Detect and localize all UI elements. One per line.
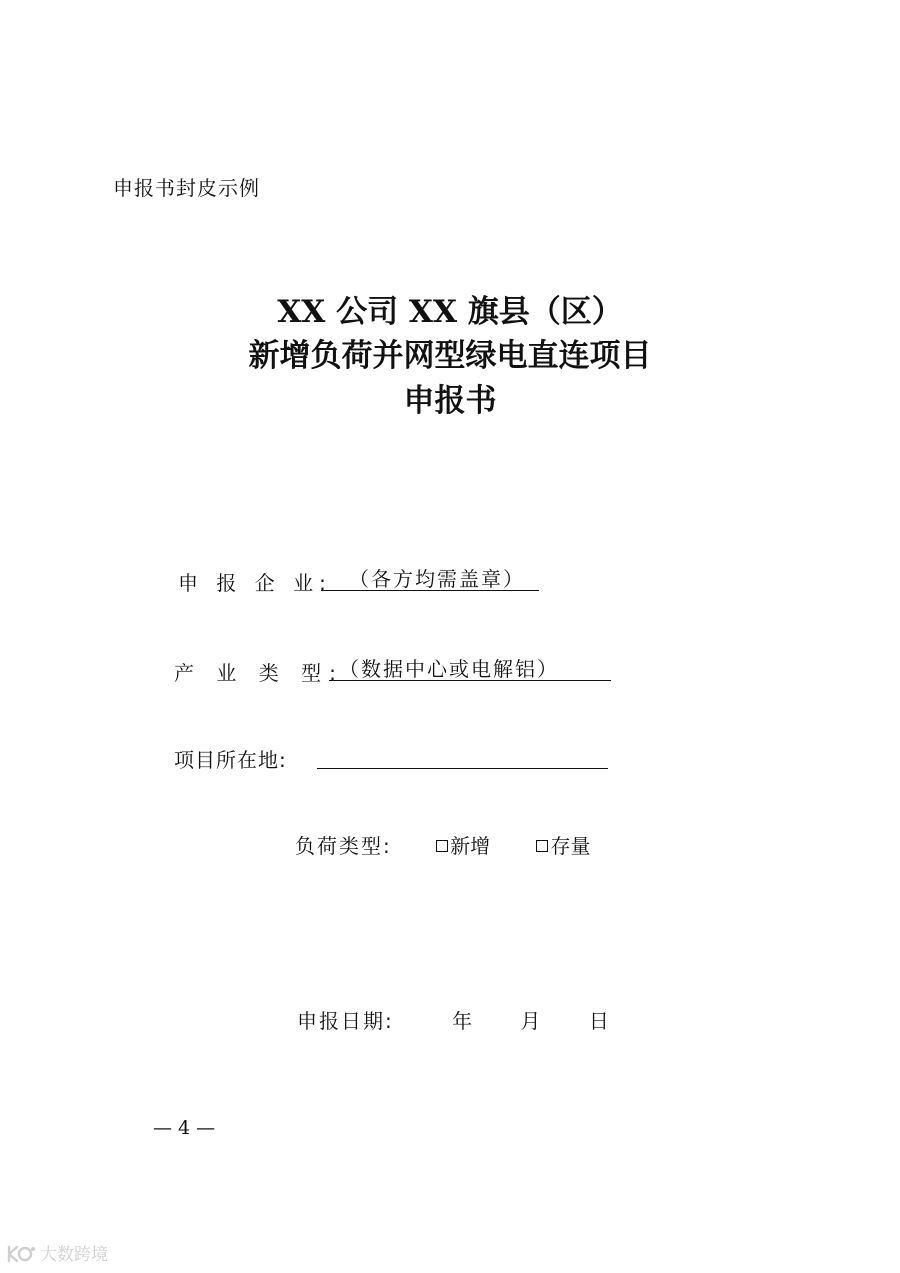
load-option-new[interactable]: [436, 830, 490, 859]
title-line-1: XX 公司 XX 旗县（区）: [277, 294, 623, 330]
date-label: 申报日期:: [297, 1009, 394, 1033]
load-option-new-label: 新增: [450, 834, 491, 858]
load-type-label: 负荷类型:: [295, 834, 392, 858]
company-label: 申 报 企 业:: [178, 571, 332, 595]
watermark-text: 大数跨境: [40, 1245, 108, 1265]
location-field[interactable]: [317, 744, 608, 769]
date-row: [297, 1005, 609, 1034]
load-option-existing-label: 存量: [550, 834, 591, 858]
date-day: 日: [588, 1009, 609, 1033]
title-line-2: 新增负荷并网型绿电直连项目: [248, 338, 652, 374]
watermark: [6, 1240, 108, 1265]
title-line-3: 申报书: [403, 383, 497, 419]
company-field[interactable]: （各方均需盖章）: [321, 567, 539, 591]
checkbox-existing[interactable]: [536, 840, 548, 852]
date-year: 年: [452, 1009, 473, 1033]
load-option-existing[interactable]: [536, 830, 590, 859]
date-month: 月: [520, 1009, 541, 1033]
cover-caption: 申报书封皮示例: [113, 176, 260, 200]
load-type-row: [295, 830, 590, 859]
industry-field[interactable]: （数据中心或电解铝）: [329, 657, 611, 681]
checkbox-new[interactable]: [436, 840, 448, 852]
location-label: 项目所在地:: [174, 748, 287, 772]
industry-label: 产 业 类 型:: [174, 661, 344, 685]
page-number: — 4 —: [153, 1117, 216, 1139]
kd-logo-icon: [6, 1244, 36, 1264]
